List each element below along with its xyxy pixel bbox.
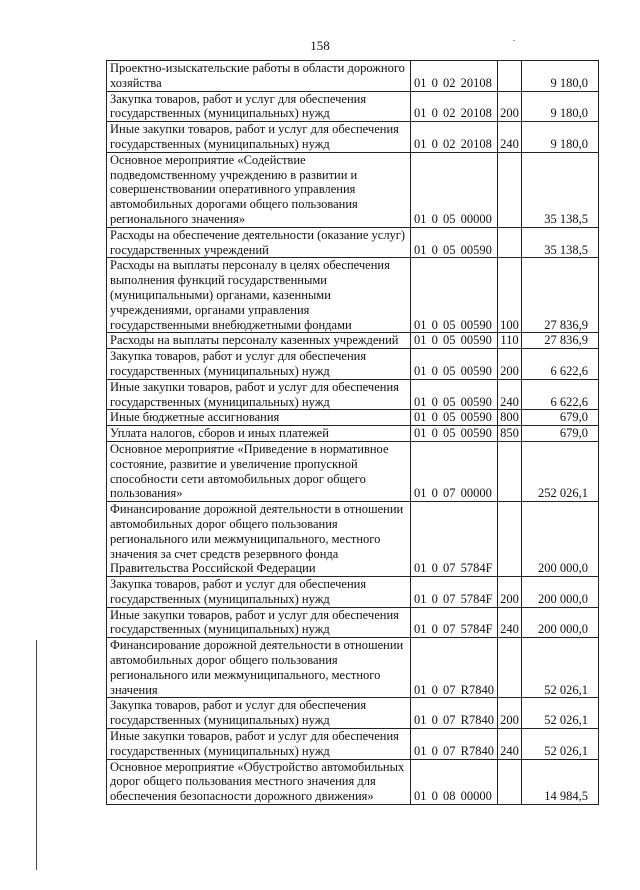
- row-code: 01 0 02 20108: [411, 61, 498, 92]
- row-code: 01 0 08 00000: [411, 759, 498, 804]
- table-row: [107, 152, 599, 227]
- row-vr: 200: [498, 698, 522, 729]
- budget-table: [106, 60, 599, 805]
- row-sum: 6 622,6: [522, 379, 599, 410]
- row-name: Расходы на выплаты персоналу казенных учреждений: [107, 333, 411, 349]
- row-name: Основное мероприятие «Обустройство автомобильных дорог общего пользования местного значения для обеспечения безопасности дорожного движения»: [107, 759, 411, 804]
- row-sum: 200 000,0: [522, 502, 599, 577]
- row-sum: 252 026,1: [522, 441, 599, 501]
- table-row: [107, 638, 599, 698]
- table-row: [107, 61, 599, 92]
- row-code: 01 0 05 00590: [411, 426, 498, 442]
- row-sum: 9 180,0: [522, 61, 599, 92]
- table-body: [107, 61, 599, 805]
- row-name: Закупка товаров, работ и услуг для обеспечения государственных (муниципальных) нужд: [107, 349, 411, 380]
- row-sum: 679,0: [522, 426, 599, 442]
- row-code: 01 0 07 R7840: [411, 638, 498, 698]
- row-sum: 9 180,0: [522, 122, 599, 153]
- row-name: Закупка товаров, работ и услуг для обеспечения государственных (муниципальных) нужд: [107, 577, 411, 608]
- table-row: [107, 426, 599, 442]
- row-code: 01 0 05 00590: [411, 410, 498, 426]
- table-row: [107, 379, 599, 410]
- row-code: 01 0 05 00000: [411, 152, 498, 227]
- row-vr: [498, 441, 522, 501]
- row-sum: 52 026,1: [522, 638, 599, 698]
- row-code: 01 0 05 00590: [411, 227, 498, 258]
- row-code: 01 0 05 00590: [411, 258, 498, 333]
- table-row: [107, 502, 599, 577]
- row-sum: 52 026,1: [522, 698, 599, 729]
- table-row: [107, 258, 599, 333]
- table-row: [107, 441, 599, 501]
- row-name: Расходы на выплаты персоналу в целях обеспечения выполнения функций государственными (муниципальными) органами, казенными учреждениями, органами управления государственными внебюджетными фондами: [107, 258, 411, 333]
- row-code: 01 0 07 5784F: [411, 607, 498, 638]
- table-row: [107, 333, 599, 349]
- row-sum: 6 622,6: [522, 349, 599, 380]
- table-row: [107, 729, 599, 760]
- row-code: 01 0 02 20108: [411, 91, 498, 122]
- table-row: [107, 91, 599, 122]
- row-name: Расходы на обеспечение деятельности (оказание услуг) государственных учреждений: [107, 227, 411, 258]
- row-name: Иные закупки товаров, работ и услуг для обеспечения государственных (муниципальных) нужд: [107, 379, 411, 410]
- row-code: 01 0 07 R7840: [411, 729, 498, 760]
- row-sum: 27 836,9: [522, 333, 599, 349]
- row-sum: 9 180,0: [522, 91, 599, 122]
- row-vr: 800: [498, 410, 522, 426]
- row-sum: 52 026,1: [522, 729, 599, 760]
- table-row: [107, 349, 599, 380]
- row-name: Иные закупки товаров, работ и услуг для обеспечения государственных (муниципальных) нужд: [107, 122, 411, 153]
- row-name: Иные закупки товаров, работ и услуг для обеспечения государственных (муниципальных) нужд: [107, 729, 411, 760]
- row-code: 01 0 07 00000: [411, 441, 498, 501]
- table-row: [107, 227, 599, 258]
- row-code: 01 0 07 R7840: [411, 698, 498, 729]
- row-vr: 200: [498, 349, 522, 380]
- row-name: Финансирование дорожной деятельности в отношении автомобильных дорог общего пользования регионального или межмуниципального, местного значения: [107, 638, 411, 698]
- row-vr: 110: [498, 333, 522, 349]
- row-vr: 100: [498, 258, 522, 333]
- row-name: Основное мероприятие «Содействие подведомственному учреждению в развитии и совершенствовании оперативного управления автомобильных дорогами общего пользования регионального значения»: [107, 152, 411, 227]
- row-vr: 240: [498, 607, 522, 638]
- row-vr: [498, 61, 522, 92]
- row-vr: 240: [498, 122, 522, 153]
- row-vr: [498, 227, 522, 258]
- row-name: Закупка товаров, работ и услуг для обеспечения государственных (муниципальных) нужд: [107, 698, 411, 729]
- row-sum: 35 138,5: [522, 227, 599, 258]
- row-vr: [498, 152, 522, 227]
- row-name: Уплата налогов, сборов и иных платежей: [107, 426, 411, 442]
- row-name: Иные бюджетные ассигнования: [107, 410, 411, 426]
- row-vr: 200: [498, 91, 522, 122]
- row-name: Проектно-изыскательские работы в области дорожного хозяйства: [107, 61, 411, 92]
- row-code: 01 0 02 20108: [411, 122, 498, 153]
- row-sum: 200 000,0: [522, 577, 599, 608]
- row-code: 01 0 05 00590: [411, 349, 498, 380]
- row-sum: 27 836,9: [522, 258, 599, 333]
- row-code: 01 0 07 5784F: [411, 502, 498, 577]
- table-row: [107, 577, 599, 608]
- row-name: Иные закупки товаров, работ и услуг для обеспечения государственных (муниципальных) нужд: [107, 607, 411, 638]
- row-vr: 200: [498, 577, 522, 608]
- table-row: [107, 759, 599, 804]
- row-sum: 200 000,0: [522, 607, 599, 638]
- row-name: Основное мероприятие «Приведение в нормативное состояние, развитие и увеличение пропускной способности сети автомобильных дорог общего пользования»: [107, 441, 411, 501]
- table-row: [107, 122, 599, 153]
- table-row: [107, 607, 599, 638]
- row-vr: 240: [498, 379, 522, 410]
- row-code: 01 0 05 00590: [411, 379, 498, 410]
- row-vr: 850: [498, 426, 522, 442]
- row-vr: 240: [498, 729, 522, 760]
- scan-speck: [513, 40, 515, 41]
- row-vr: [498, 502, 522, 577]
- table-row: [107, 698, 599, 729]
- table-row: [107, 410, 599, 426]
- row-name: Закупка товаров, работ и услуг для обеспечения государственных (муниципальных) нужд: [107, 91, 411, 122]
- row-sum: 14 984,5: [522, 759, 599, 804]
- row-vr: [498, 638, 522, 698]
- row-sum: 35 138,5: [522, 152, 599, 227]
- row-name: Финансирование дорожной деятельности в отношении автомобильных дорог общего пользования регионального или межмуниципального, местного значения за счет средств резервного фонда Правительства Российской Федерации: [107, 502, 411, 577]
- row-code: 01 0 05 00590: [411, 333, 498, 349]
- row-sum: 679,0: [522, 410, 599, 426]
- row-vr: [498, 759, 522, 804]
- margin-line: [36, 640, 37, 870]
- row-code: 01 0 07 5784F: [411, 577, 498, 608]
- page-number: 158: [310, 38, 330, 53]
